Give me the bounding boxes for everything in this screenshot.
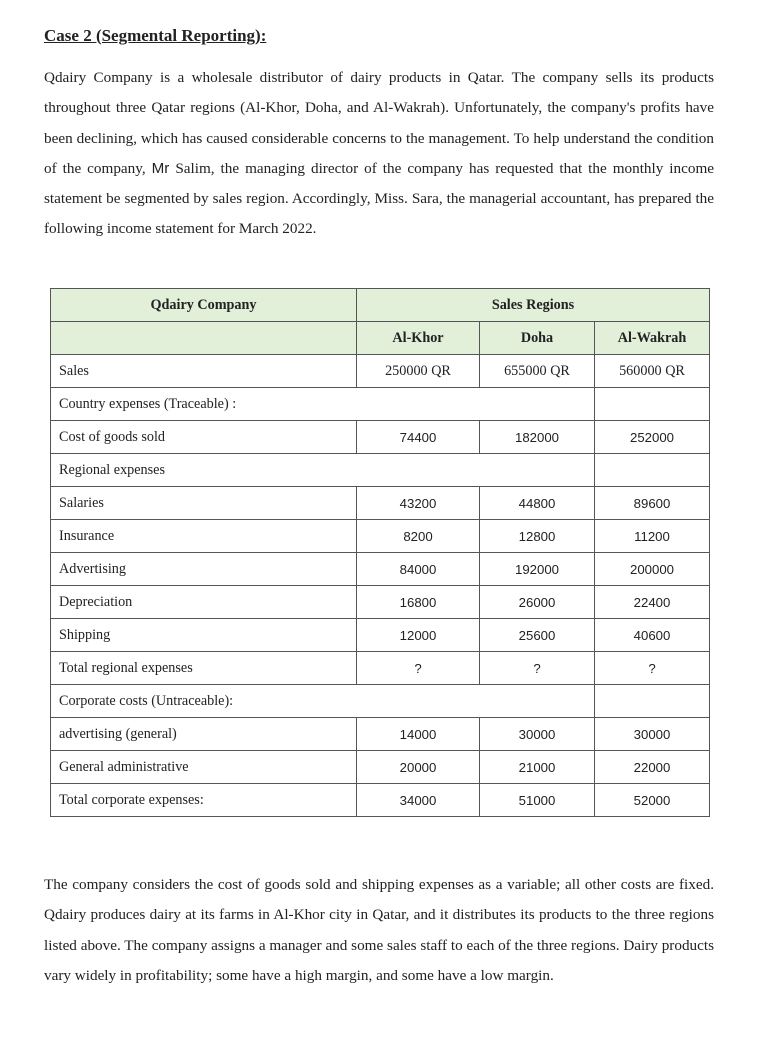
value-cell: 30000 — [595, 718, 710, 751]
value-cell: 74400 — [357, 421, 480, 454]
table-row — [51, 685, 710, 718]
region-names-row — [51, 322, 710, 355]
value-cell: 182000 — [480, 421, 595, 454]
table-row — [51, 520, 710, 553]
row-label: Corporate costs (Untraceable): — [51, 685, 357, 718]
row-label: Country expenses (Traceable) : — [51, 388, 357, 421]
sales-regions-title: Sales Regions — [357, 289, 710, 322]
row-label: Insurance — [51, 520, 357, 553]
case-heading: Case 2 (Segmental Reporting): — [44, 26, 267, 45]
blank-header-cell — [51, 322, 357, 355]
value-cell: 40600 — [595, 619, 710, 652]
region-al-wakrah: Al-Wakrah — [595, 322, 710, 355]
table-row — [51, 355, 710, 388]
table-row — [51, 652, 710, 685]
intro-text-part1: Qdairy Company is a wholesale distributor of dairy products in Qatar. The company sells its products throughout three Qatar regions (Al-Khor, Doha, and Al-Wakrah). Unfortunately, the company's profits have been declining, which has caused considerable concerns to the management. To help understand the condition of the company, — [44, 69, 714, 177]
row-label: Regional expenses — [51, 454, 357, 487]
section-blank-cell — [595, 685, 710, 718]
row-label: Total corporate expenses: — [51, 784, 357, 817]
value-cell: 25600 — [480, 619, 595, 652]
section-blank-cell — [357, 685, 595, 718]
table-row — [51, 454, 710, 487]
value-cell: ? — [357, 652, 480, 685]
value-cell: 16800 — [357, 586, 480, 619]
table-row — [51, 751, 710, 784]
section-blank-cell — [595, 388, 710, 421]
value-cell: 192000 — [480, 553, 595, 586]
value-cell: 22000 — [595, 751, 710, 784]
value-cell: ? — [595, 652, 710, 685]
value-cell: 8200 — [357, 520, 480, 553]
section-blank-cell — [595, 454, 710, 487]
row-label: Depreciation — [51, 586, 357, 619]
value-cell: 44800 — [480, 487, 595, 520]
region-doha: Doha — [480, 322, 595, 355]
table-row — [51, 586, 710, 619]
row-label: Cost of goods sold — [51, 421, 357, 454]
closing-paragraph: The company considers the cost of goods sold and shipping expenses as a variable; all other costs are fixed. Qdairy produces dairy at its farms in Al-Khor city in Qatar, and it distributes its products to the three regions listed above. The company assigns a manager and some sales staff to each of the three regions. Dairy products vary widely in profitability; some have a high margin, and some have a low margin. — [44, 876, 715, 984]
value-cell: 21000 — [480, 751, 595, 784]
table-row — [51, 718, 710, 751]
table-row — [51, 421, 710, 454]
value-cell: 11200 — [595, 520, 710, 553]
intro-mr: Mr — [151, 159, 170, 177]
value-cell: 51000 — [480, 784, 595, 817]
value-cell: 84000 — [357, 553, 480, 586]
table-row — [51, 619, 710, 652]
value-cell: 26000 — [480, 586, 595, 619]
value-cell: 252000 — [595, 421, 710, 454]
value-cell: 250000 QR — [357, 355, 480, 388]
intro-paragraph — [44, 63, 714, 245]
value-cell: 200000 — [595, 553, 710, 586]
income-statement-table — [50, 288, 710, 817]
intro-text-part2: Salim, the managing director of the company has requested that the monthly income statement be segmented by sales region. Accordingly, Miss. Sara, the managerial accountant, has prepared the following income statement for March 2022. — [44, 159, 715, 238]
row-label: Total regional expenses — [51, 652, 357, 685]
row-label: Advertising — [51, 553, 357, 586]
table-row — [51, 784, 710, 817]
value-cell: 34000 — [357, 784, 480, 817]
row-label: General administrative — [51, 751, 357, 784]
company-name-cell: Qdairy Company — [51, 289, 357, 322]
value-cell: 14000 — [357, 718, 480, 751]
value-cell: 560000 QR — [595, 355, 710, 388]
value-cell: 52000 — [595, 784, 710, 817]
region-al-khor: Al-Khor — [357, 322, 480, 355]
value-cell: 89600 — [595, 487, 710, 520]
section-blank-cell — [357, 388, 595, 421]
section-blank-cell — [357, 454, 595, 487]
row-label: Sales — [51, 355, 357, 388]
row-label: Shipping — [51, 619, 357, 652]
table-row — [51, 388, 710, 421]
value-cell: 30000 — [480, 718, 595, 751]
value-cell: 12800 — [480, 520, 595, 553]
value-cell: ? — [480, 652, 595, 685]
value-cell: 43200 — [357, 487, 480, 520]
value-cell: 20000 — [357, 751, 480, 784]
value-cell: 12000 — [357, 619, 480, 652]
row-label: advertising (general) — [51, 718, 357, 751]
table-row — [51, 487, 710, 520]
table-row — [51, 553, 710, 586]
table-header-row — [51, 289, 710, 322]
row-label: Salaries — [51, 487, 357, 520]
value-cell: 22400 — [595, 586, 710, 619]
value-cell: 655000 QR — [480, 355, 595, 388]
